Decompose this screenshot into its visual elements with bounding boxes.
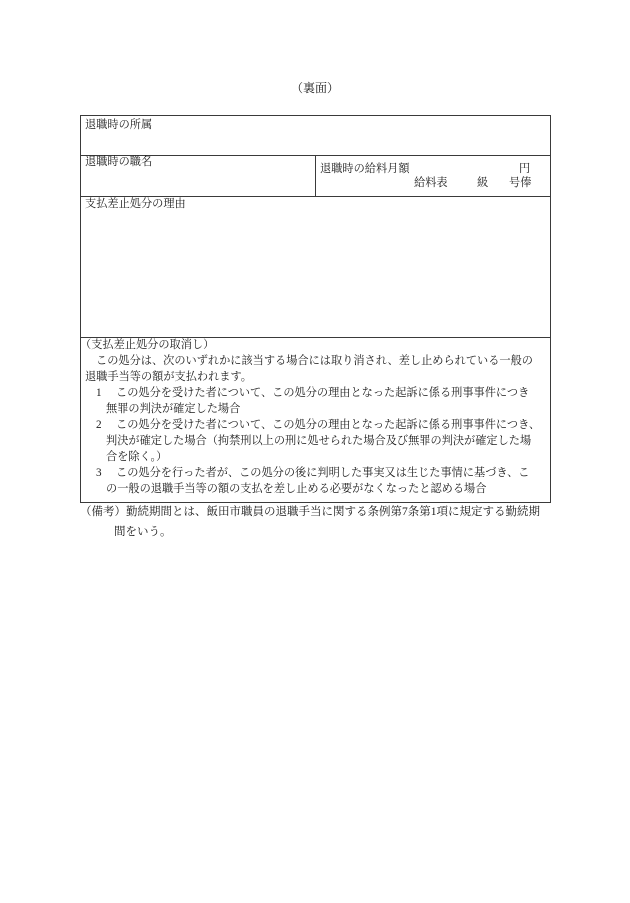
affiliation-label: 退職時の所属 — [85, 119, 153, 131]
item-number: 2 — [96, 419, 102, 431]
salary-cell — [316, 156, 550, 196]
item-text-line: 無罪の判決が確定した場合 — [106, 403, 241, 415]
page-side-label: （裏面） — [290, 81, 339, 95]
remarks-label: （備考） — [80, 506, 126, 518]
salary-yen-unit: 円 — [519, 163, 531, 175]
salary-table-label: 給料表 — [414, 177, 448, 189]
salary-grade-label: 級 — [477, 177, 489, 189]
cancellation-intro-line: この処分は、次のいずれかに該当する場合には取り消され、差し止められている一般の — [96, 355, 533, 367]
reason-row — [81, 197, 550, 338]
item-text-line: 合を除く。） — [106, 451, 168, 463]
cancellation-row — [81, 338, 550, 502]
cancellation-heading: （支払差止処分の取消し） — [80, 339, 215, 351]
item-number: 3 — [96, 467, 102, 479]
position-salary-row — [81, 156, 550, 197]
remarks-text-line: 勤続期間とは、飯田市職員の退職手当に関する条例第7条第1項に規定する勤続期 — [126, 506, 540, 518]
affiliation-row — [81, 116, 550, 156]
item-first-line — [96, 385, 546, 401]
item-text-line: 判決が確定した場合（拘禁刑以上の刑に処せられた場合及び無罪の判決が確定した場 — [106, 435, 532, 447]
cancellation-intro-line: 退職手当等の額が支払われます。 — [85, 371, 252, 383]
item-first-line — [96, 417, 546, 433]
cancellation-item — [85, 465, 546, 497]
item-text-line: の一般の退職手当等の額の支払を差し止める必要がなくなったと認める場合 — [106, 483, 487, 495]
cancellation-body — [81, 337, 550, 497]
reason-label: 支払差止処分の理由 — [85, 198, 186, 210]
cancellation-item — [85, 385, 546, 417]
item-text-line: この処分を受けた者について、この処分の理由となった起訴に係る刑事事件につき — [116, 387, 530, 399]
remarks-text-line: 間をいう。 — [114, 526, 172, 538]
item-text-line: この処分を受けた者について、この処分の理由となった起訴に係る刑事事件につき、 — [116, 419, 541, 431]
item-text-line: この処分を行った者が、この処分の後に判明した事実又は生じた事情に基づき、こ — [116, 467, 530, 479]
item-number: 1 — [96, 387, 102, 399]
salary-label: 退職時の給料月額 — [320, 163, 410, 175]
item-first-line — [96, 465, 546, 481]
salary-step-label: 号俸 — [509, 177, 532, 189]
form-table — [80, 115, 551, 503]
position-label: 退職時の職名 — [85, 156, 153, 168]
cancellation-item — [85, 417, 546, 465]
position-cell — [81, 156, 316, 196]
